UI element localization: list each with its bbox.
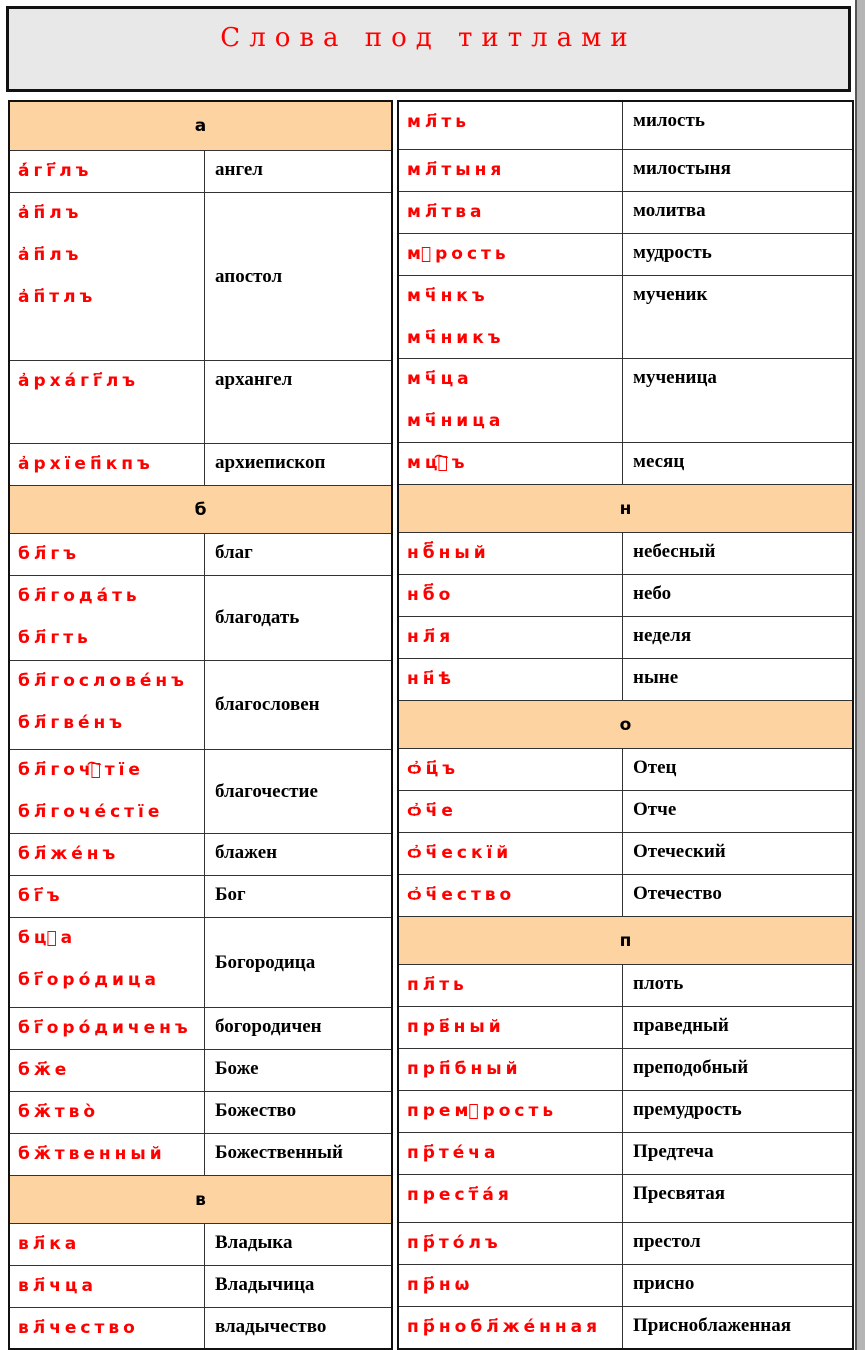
- russian-word: апостол: [215, 265, 283, 287]
- russian-word: месяц: [633, 451, 685, 472]
- slavonic-abbreviation: [399, 833, 623, 874]
- section-header-н: н: [399, 485, 852, 533]
- slavonic-form: а҆́гг҃лъ: [18, 161, 93, 181]
- russian-word: ангел: [215, 159, 263, 180]
- slavonic-form: прв҃ный: [407, 1017, 505, 1037]
- russian-word: благочестие: [215, 780, 318, 802]
- russian-word: преподобный: [633, 1057, 749, 1078]
- table-row: [399, 617, 852, 659]
- russian-word: небесный: [633, 541, 716, 562]
- russian-word: Бог: [215, 884, 246, 905]
- russian-word: Пресвятая: [633, 1183, 726, 1204]
- russian-word: Отец: [633, 757, 677, 778]
- russian-word: Отечество: [633, 883, 722, 904]
- table-row: [399, 150, 852, 192]
- slavonic-abbreviation: [399, 150, 623, 191]
- russian-word: Отеческий: [633, 841, 726, 862]
- slavonic-form: а҆п҃лъ: [18, 245, 83, 265]
- slavonic-abbreviation: [399, 276, 623, 358]
- slavonic-form: мч҃нкъ: [407, 286, 489, 306]
- slavonic-form: нл҃я: [407, 627, 455, 647]
- russian-word: богородичен: [215, 1016, 322, 1037]
- slavonic-abbreviation: [10, 918, 205, 1007]
- russian-word: мудрость: [633, 242, 712, 263]
- slavonic-form: прп҃бный: [407, 1059, 522, 1079]
- slavonic-abbreviation: [399, 617, 623, 658]
- table-row: [399, 965, 852, 1007]
- slavonic-abbreviation: [10, 1134, 205, 1175]
- russian-word: Божественный: [215, 1142, 343, 1163]
- russian-word: благословен: [215, 694, 320, 715]
- russian-word: мученица: [633, 367, 717, 388]
- slavonic-abbreviation: [10, 750, 205, 833]
- slavonic-form: вл҃чца: [18, 1276, 97, 1296]
- slavonic-form: бл҃же́нъ: [18, 844, 120, 864]
- table-row: [10, 361, 391, 444]
- slavonic-abbreviation: [10, 1092, 205, 1133]
- table-row: [399, 276, 852, 359]
- slavonic-form: бл҃года́ть: [18, 586, 141, 606]
- table-row: [10, 151, 391, 193]
- russian-word: престол: [633, 1231, 701, 1252]
- table-row: [399, 359, 852, 443]
- table-row: [10, 534, 391, 576]
- slavonic-form: пр҃те́ча: [407, 1143, 500, 1163]
- table-row: [399, 1049, 852, 1091]
- slavonic-form: пр҃нобл҃же́нная: [407, 1317, 601, 1337]
- russian-word: архиепископ: [215, 452, 326, 473]
- slavonic-form: ѻ҆ч҃е: [407, 801, 457, 821]
- russian-word: Присноблаженная: [633, 1315, 791, 1336]
- slavonic-abbreviation: [399, 791, 623, 832]
- slavonic-form: мⷣрость: [407, 244, 510, 264]
- slavonic-form: бг҃оро́диченъ: [18, 1018, 192, 1038]
- slavonic-form: бж҃твенный: [18, 1144, 166, 1164]
- table-row: [10, 1308, 391, 1350]
- slavonic-form: бг҃оро́дица: [18, 970, 160, 990]
- russian-word: милостыня: [633, 158, 731, 179]
- slavonic-abbreviation: [10, 1266, 205, 1307]
- russian-word: благ: [215, 542, 253, 563]
- table-row: [399, 1007, 852, 1049]
- table-row: [10, 876, 391, 918]
- slavonic-abbreviation: [10, 834, 205, 875]
- slavonic-abbreviation: [399, 875, 623, 916]
- section-header-а: а: [10, 102, 391, 151]
- slavonic-form: бл҃гослове́нъ: [18, 671, 188, 691]
- table-row: [399, 443, 852, 485]
- slavonic-abbreviation: [10, 534, 205, 575]
- table-row: [10, 1092, 391, 1134]
- title-bar: [6, 6, 851, 92]
- slavonic-form: премⷣрость: [407, 1101, 558, 1121]
- slavonic-abbreviation: [10, 876, 205, 917]
- slavonic-form: мл҃тыня: [407, 160, 506, 180]
- table-row: [399, 659, 852, 701]
- slavonic-form: мцⷭ҇ъ: [407, 453, 469, 473]
- table-row: [10, 1266, 391, 1308]
- slavonic-form: нб҃ный: [407, 543, 490, 563]
- russian-word: Богородица: [215, 951, 316, 973]
- section-header-в: в: [10, 1176, 391, 1224]
- slavonic-abbreviation: [399, 192, 623, 233]
- table-row: [399, 192, 852, 234]
- russian-word: Божество: [215, 1100, 297, 1121]
- russian-word: присно: [633, 1273, 695, 1294]
- right-column: [397, 100, 854, 1350]
- slavonic-form: вл҃ка: [18, 1234, 81, 1254]
- table-row: [399, 875, 852, 917]
- slavonic-abbreviation: [10, 661, 205, 749]
- slavonic-abbreviation: [10, 361, 205, 443]
- slavonic-abbreviation: [399, 1223, 623, 1264]
- russian-word: блажен: [215, 842, 278, 863]
- table-row: [399, 1265, 852, 1307]
- slavonic-form: бж҃е: [18, 1060, 71, 1080]
- russian-word: Владыка: [215, 1232, 293, 1253]
- section-header-п: п: [399, 917, 852, 965]
- slavonic-abbreviation: [399, 659, 623, 700]
- slavonic-abbreviation: [10, 1224, 205, 1265]
- slavonic-form: а҆рха́гг҃лъ: [18, 371, 140, 391]
- slavonic-form: а҆п҃лъ: [18, 203, 83, 223]
- page-title: Слова под титлами: [220, 23, 637, 53]
- slavonic-abbreviation: [399, 1007, 623, 1048]
- russian-word: благодать: [215, 607, 300, 628]
- slavonic-form: а҆рхїеп҃кпъ: [18, 454, 154, 474]
- slavonic-abbreviation: [10, 1008, 205, 1049]
- slavonic-form: а҆п҃тлъ: [18, 287, 97, 307]
- slavonic-abbreviation: [399, 1049, 623, 1090]
- table-row: [10, 750, 391, 834]
- russian-word: Боже: [215, 1058, 259, 1079]
- slavonic-abbreviation: [399, 749, 623, 790]
- table-row: [399, 749, 852, 791]
- slavonic-form: прест҃а́я: [407, 1185, 513, 1205]
- table-row: [399, 1133, 852, 1175]
- russian-word: милость: [633, 110, 705, 131]
- slavonic-form: пл҃ть: [407, 975, 468, 995]
- slavonic-abbreviation: [399, 1133, 623, 1174]
- table-row: [10, 193, 391, 361]
- slavonic-form: ѻ҆ц҃ъ: [407, 759, 460, 779]
- russian-word: Отче: [633, 799, 677, 820]
- table-row: [399, 1175, 852, 1223]
- slavonic-abbreviation: [10, 1050, 205, 1091]
- table-row: [10, 1224, 391, 1266]
- slavonic-abbreviation: [399, 102, 623, 149]
- slavonic-abbreviation: [10, 1308, 205, 1349]
- table-row: [10, 834, 391, 876]
- slavonic-form: нб҃о: [407, 585, 455, 605]
- slavonic-form: ѻ҆ч҃ество: [407, 885, 516, 905]
- russian-word: владычество: [215, 1316, 327, 1337]
- table-row: [399, 1223, 852, 1265]
- russian-word: ныне: [633, 667, 679, 688]
- slavonic-form: бцⷣа: [18, 928, 77, 948]
- russian-word: мученик: [633, 284, 708, 305]
- slavonic-form: мл҃тва: [407, 202, 486, 222]
- slavonic-form: бг҃ъ: [18, 886, 64, 906]
- table-row: [10, 1008, 391, 1050]
- slavonic-abbreviation: [399, 575, 623, 616]
- slavonic-form: мч҃ца: [407, 369, 473, 389]
- table-row: [10, 661, 391, 750]
- slavonic-form: вл҃чество: [18, 1318, 139, 1338]
- slavonic-abbreviation: [399, 1175, 623, 1222]
- slavonic-abbreviation: [10, 193, 205, 360]
- table-row: [10, 1050, 391, 1092]
- table-row: [399, 575, 852, 617]
- russian-word: архангел: [215, 369, 293, 390]
- russian-word: неделя: [633, 625, 692, 646]
- russian-word: плоть: [633, 973, 684, 994]
- russian-word: молитва: [633, 200, 706, 221]
- russian-word: праведный: [633, 1015, 729, 1036]
- slavonic-abbreviation: [399, 443, 623, 484]
- slavonic-abbreviation: [10, 151, 205, 192]
- russian-word: Владычица: [215, 1274, 315, 1295]
- slavonic-abbreviation: [399, 234, 623, 275]
- table-row: [10, 918, 391, 1008]
- slavonic-form: бл҃гве́нъ: [18, 713, 127, 733]
- slavonic-form: пр҃то́лъ: [407, 1233, 502, 1253]
- slavonic-abbreviation: [399, 359, 623, 442]
- table-row: [399, 833, 852, 875]
- slavonic-form: мч҃ница: [407, 411, 505, 431]
- table-row: [399, 1307, 852, 1349]
- slavonic-abbreviation: [399, 533, 623, 574]
- section-header-о: о: [399, 701, 852, 749]
- slavonic-form: бл҃гть: [18, 628, 92, 648]
- slavonic-abbreviation: [399, 1265, 623, 1306]
- table-row: [10, 576, 391, 661]
- table-row: [399, 533, 852, 575]
- slavonic-abbreviation: [399, 1307, 623, 1348]
- slavonic-form: мл҃ть: [407, 112, 470, 132]
- table-row: [10, 1134, 391, 1176]
- table-row: [399, 234, 852, 276]
- slavonic-abbreviation: [399, 965, 623, 1006]
- slavonic-form: бж҃тво̀: [18, 1102, 100, 1122]
- russian-word: премудрость: [633, 1099, 742, 1120]
- table-row: [10, 444, 391, 486]
- slavonic-abbreviation: [10, 444, 205, 485]
- table-row: [399, 1091, 852, 1133]
- russian-word: Предтеча: [633, 1141, 714, 1162]
- slavonic-form: бл҃гочⷭ҇тїе: [18, 760, 144, 780]
- slavonic-form: пр҃нѡ: [407, 1275, 474, 1295]
- slavonic-form: бл҃гоче́стїе: [18, 802, 164, 822]
- russian-word: небо: [633, 583, 672, 604]
- slavonic-form: бл҃гъ: [18, 544, 80, 564]
- slavonic-form: мч҃никъ: [407, 328, 505, 348]
- table-row: [399, 791, 852, 833]
- slavonic-abbreviation: [399, 1091, 623, 1132]
- slavonic-form: нн҃ѣ: [407, 669, 456, 689]
- left-column: [8, 100, 393, 1350]
- slavonic-abbreviation: [10, 576, 205, 660]
- slavonic-form: ѻ҆ч҃ескїй: [407, 843, 513, 863]
- section-header-б: б: [10, 486, 391, 534]
- table-row: [399, 102, 852, 150]
